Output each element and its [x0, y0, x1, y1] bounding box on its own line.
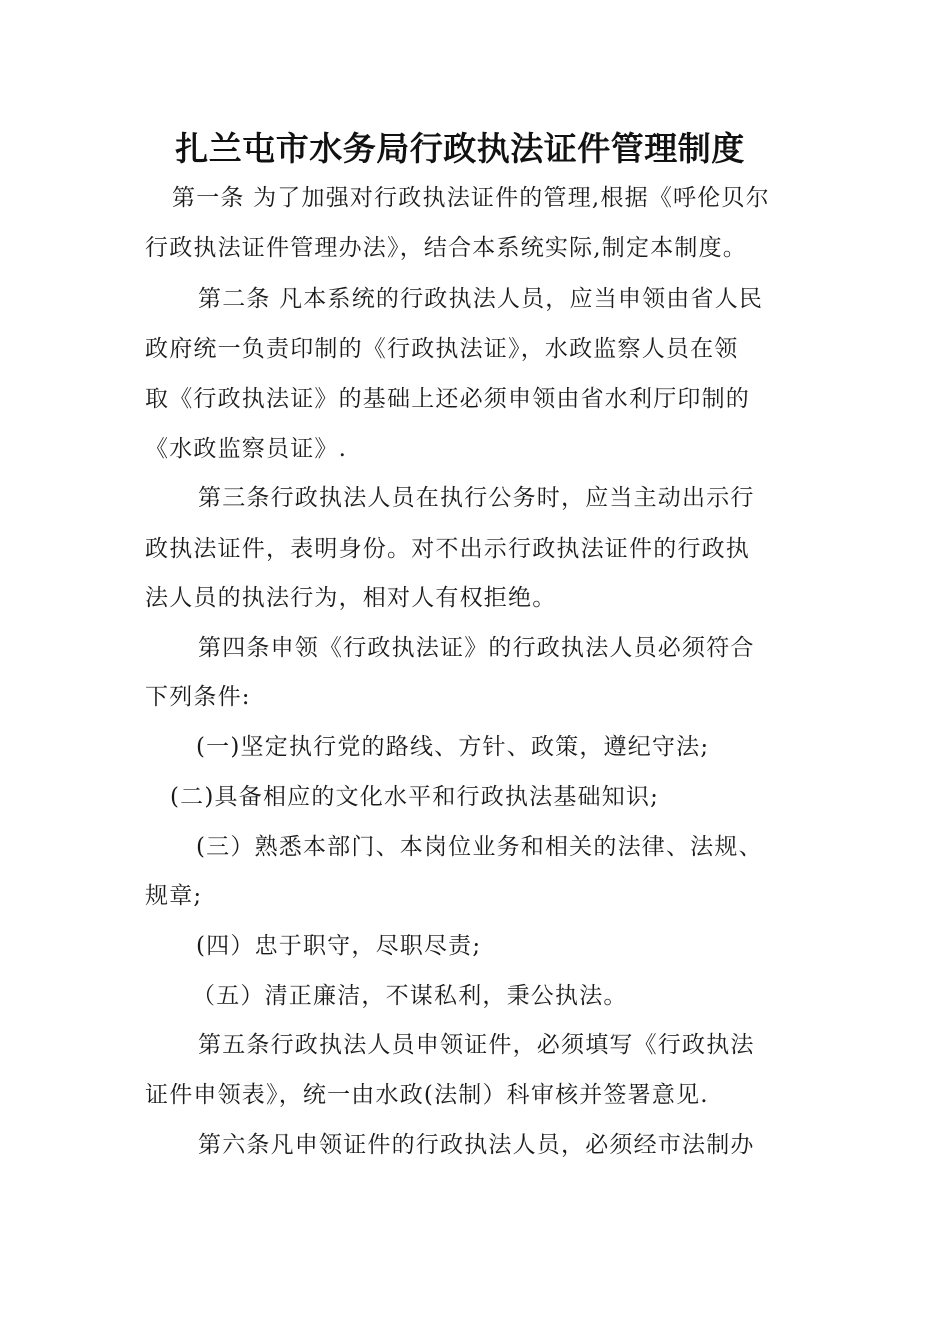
paragraph-line: 行政执法证件管理办法》，结合本系统实际,制定本制度。 — [145, 235, 748, 261]
paragraph-line: 政执法证件，表明身份。对不出示行政执法证件的行政执 — [145, 536, 750, 562]
paragraph-line: 第三条行政执法人员在执行公务时，应当主动出示行 — [198, 485, 755, 511]
paragraph-line: 法人员的执法行为，相对人有权拒绝。 — [145, 585, 557, 611]
document-title: 扎兰屯市水务局行政执法证件管理制度 — [175, 129, 745, 168]
paragraph-line: 证件申领表》，统一由水政(法制）科审核并签署意见. — [145, 1082, 709, 1108]
list-item-line: (二)具备相应的文化水平和行政执法基础知识; — [170, 784, 660, 810]
paragraph-line: 《水政监察员证》. — [145, 436, 348, 462]
paragraph-line: 第一条 为了加强对行政执法证件的管理,根据《呼伦贝尔 — [172, 185, 770, 211]
paragraph-line: 第四条申领《行政执法证》的行政执法人员必须符合 — [198, 635, 755, 661]
paragraph-line: 第五条行政执法人员申领证件，必须填写《行政执法 — [198, 1032, 755, 1058]
list-item-line: 规章; — [145, 883, 203, 909]
paragraph-line: 下列条件: — [145, 684, 251, 710]
list-item-line: （五）清正廉洁，不谋私利，秉公执法。 — [192, 983, 628, 1009]
paragraph-line: 政府统一负责印制的《行政执法证》，水政监察人员在领 — [145, 336, 739, 362]
paragraph-line: 取《行政执法证》的基础上还必须申领由省水利厅印制的 — [145, 386, 750, 412]
list-item-line: (四）忠于职守，尽职尽责; — [196, 933, 482, 959]
paragraph-line: 第二条 凡本系统的行政执法人员，应当申领由省人民 — [198, 286, 764, 312]
paragraph-line: 第六条凡申领证件的行政执法人员，必须经市法制办 — [198, 1132, 755, 1158]
list-item-line: (一)坚定执行党的路线、方针、政策，遵纪守法; — [196, 734, 710, 760]
list-item-line: (三）熟悉本部门、本岗位业务和相关的法律、法规、 — [196, 834, 763, 860]
